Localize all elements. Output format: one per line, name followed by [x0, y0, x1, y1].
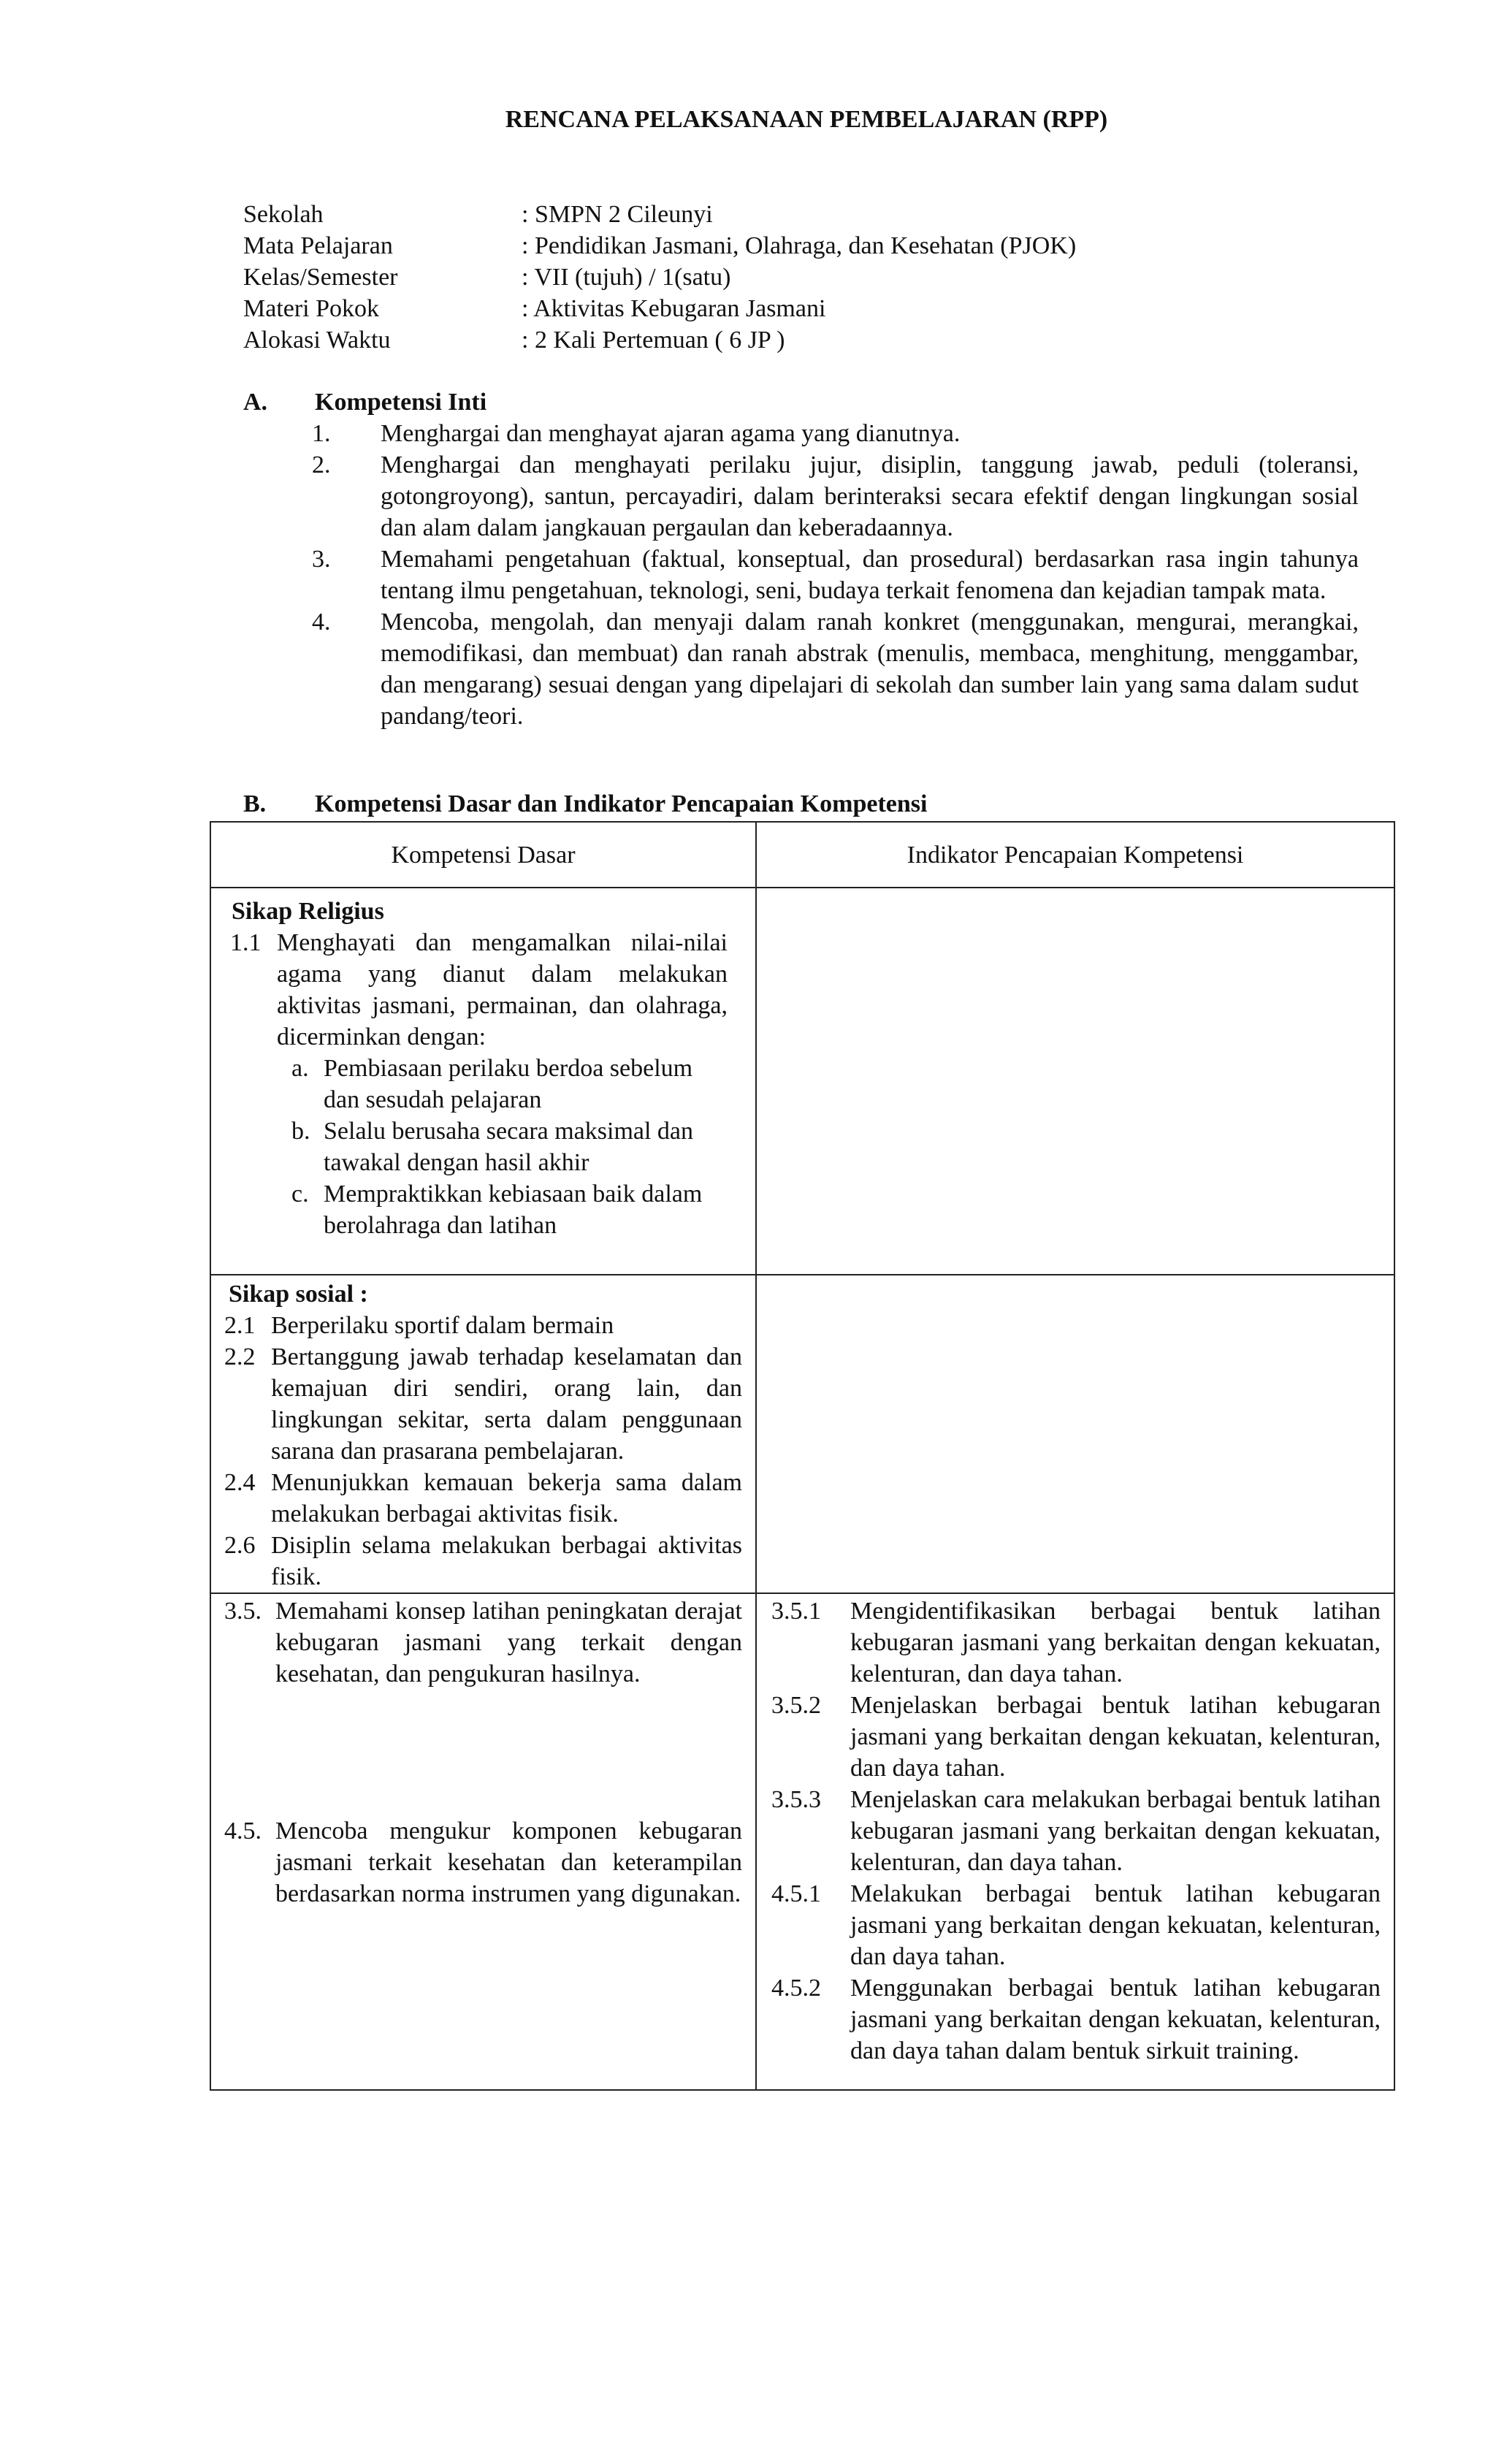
- ipk-number: 3.5.3: [771, 1786, 821, 1813]
- table-row: [210, 888, 1394, 1275]
- kd-number: 3.5.: [224, 1598, 262, 1625]
- ipk-text: Melakukan berbagai bentuk latihan kebugaran jasmani yang berkaitan dengan kekuatan, kelenturan, dan daya tahan.: [850, 1880, 1381, 1970]
- kd-item: [224, 1595, 742, 1690]
- list-number: 2.: [312, 451, 331, 478]
- list-text: Mencoba, mengolah, dan menyaji dalam ranah konkret (menggunakan, mengurai, merangkai, memodifikasi, dan membuat) dan ranah abstrak (menulis, membaca, menghitung, menggambar, dan mengarang) sesuai dengan yang dipelajari di sekolah dan sumber lain yang sama dalam sudut pandang/teori.: [381, 609, 1359, 730]
- section-heading-b: [243, 788, 927, 820]
- kd-number: 2.6: [224, 1532, 256, 1559]
- section-heading: [243, 386, 1361, 418]
- ipk-number: 3.5.1: [771, 1598, 821, 1625]
- sub-text: Selalu berusaha secara maksimal dan tawakal dengan hasil akhir: [324, 1118, 694, 1176]
- cell-ipk: [756, 1593, 1394, 2090]
- kd-item: [224, 1467, 742, 1530]
- sub-letter: c.: [291, 1180, 309, 1208]
- identity-row: [243, 230, 1076, 262]
- kd-text: Menghayati dan mengamalkan nilai-nilai agama yang dianut dalam melakukan aktivitas jasmani, permainan, dan olahraga, dicerminkan dengan:: [277, 929, 728, 1050]
- kd-number: 1.1: [230, 929, 262, 956]
- cell-sikap-religius: [210, 888, 756, 1275]
- column-header-ipk: Indikator Pencapaian Kompetensi: [756, 822, 1394, 888]
- identity-value: : 2 Kali Pertemuan ( 6 JP ): [522, 327, 785, 354]
- sub-text: Mempraktikkan kebiasaan baik dalam berolahraga dan latihan: [324, 1180, 703, 1239]
- cell-empty: [756, 1275, 1394, 1593]
- cell-empty: [756, 888, 1394, 1275]
- ipk-text: Mengidentifikasikan berbagai bentuk latihan kebugaran jasmani yang berkaitan dengan kekuatan, kelenturan, dan daya tahan.: [850, 1598, 1381, 1687]
- identity-value: : VII (tujuh) / 1(satu): [522, 264, 731, 291]
- ipk-text: Menggunakan berbagai bentuk latihan kebugaran jasmani yang berkaitan dengan kekuatan, kelenturan, dan daya tahan dalam bentuk sirkuit training.: [850, 1975, 1381, 2064]
- identity-value: : Aktivitas Kebugaran Jasmani: [522, 295, 826, 322]
- section-letter: A.: [243, 389, 268, 416]
- identity-value: : SMPN 2 Cileunyi: [522, 201, 713, 228]
- sub-text: Pembiasaan perilaku berdoa sebelum dan sesudah pelajaran: [324, 1055, 693, 1113]
- ipk-item: [771, 1784, 1381, 1878]
- ipk-item: [771, 1972, 1381, 2067]
- list-item: [243, 543, 1361, 606]
- ki-list: [243, 418, 1361, 732]
- ipk-text: Menjelaskan berbagai bentuk latihan kebugaran jasmani yang berkaitan dengan kekuatan, kelenturan, dan daya tahan.: [850, 1692, 1381, 1782]
- page-title: RENCANA PELAKSANAAN PEMBELAJARAN (RPP): [505, 106, 1108, 133]
- kd-number: 2.1: [224, 1312, 256, 1339]
- kd-text: Disiplin selama melakukan berbagai aktivitas fisik.: [271, 1532, 742, 1590]
- section-kompetensi-inti: [243, 386, 1361, 732]
- kd-text: Menunjukkan kemauan bekerja sama dalam melakukan berbagai aktivitas fisik.: [271, 1469, 742, 1527]
- list-text: Menghargai dan menghayat ajaran agama yang dianutnya.: [381, 420, 961, 447]
- identity-label: Alokasi Waktu: [243, 327, 391, 354]
- ipk-number: 4.5.2: [771, 1975, 821, 2002]
- table-header-row: [210, 822, 1394, 888]
- list-text: Menghargai dan menghayati perilaku jujur, disiplin, tanggung jawab, peduli (toleransi, gotongroyong), santun, percayadiri, dalam berinteraksi secara efektif dengan lingkungan sosial dan alam dalam jangkauan pergaulan dan keberadaannya.: [381, 451, 1359, 541]
- cell-heading: Sikap Religius: [232, 898, 384, 925]
- section-title: Kompetensi Dasar dan Indikator Pencapaian Kompetensi: [315, 790, 928, 817]
- table-row: [210, 1275, 1394, 1593]
- sub-letter: a.: [291, 1055, 309, 1082]
- list-item: [243, 418, 1361, 449]
- identity-row: [243, 262, 1076, 293]
- list-item: [243, 449, 1361, 543]
- cell-heading: Sikap sosial :: [229, 1281, 368, 1308]
- kd-number: 4.5.: [224, 1818, 262, 1845]
- identity-row: [243, 199, 1076, 230]
- list-text: Memahami pengetahuan (faktual, konseptual, dan prosedural) berdasarkan rasa ingin tahunya tentang ilmu pengetahuan, teknologi, seni, budaya terkait fenomena dan kejadian tampak mata.: [381, 546, 1359, 604]
- ipk-item: [771, 1690, 1381, 1784]
- sub-item: [227, 1178, 742, 1241]
- list-number: 1.: [312, 420, 331, 447]
- kd-number: 2.4: [224, 1469, 256, 1496]
- kd-text: Berperilaku sportif dalam bermain: [271, 1312, 614, 1339]
- kd-item: [227, 927, 742, 1053]
- cell-sikap-sosial: [210, 1275, 756, 1593]
- ipk-item: [771, 1878, 1381, 1972]
- ipk-number: 3.5.2: [771, 1692, 821, 1719]
- kd-number: 2.2: [224, 1343, 256, 1370]
- kd-item: [224, 1341, 742, 1467]
- table-row: [210, 1593, 1394, 2090]
- sub-letter: b.: [291, 1118, 310, 1145]
- sub-item: [227, 1115, 742, 1178]
- kd-text: Memahami konsep latihan peningkatan derajat kebugaran jasmani yang terkait dengan kesehatan, dan pengukuran hasilnya.: [275, 1598, 742, 1687]
- ipk-number: 4.5.1: [771, 1880, 821, 1907]
- ipk-text: Menjelaskan cara melakukan berbagai bentuk latihan kebugaran jasmani yang berkaitan dengan kekuatan, kelenturan, dan daya tahan.: [850, 1786, 1381, 1876]
- identity-label: Mata Pelajaran: [243, 232, 393, 259]
- identity-label: Materi Pokok: [243, 295, 380, 322]
- identity-label: Kelas/Semester: [243, 264, 398, 291]
- list-number: 3.: [312, 546, 331, 573]
- list-number: 4.: [312, 609, 331, 636]
- section-title: Kompetensi Inti: [315, 389, 487, 416]
- kd-text: Bertanggung jawab terhadap keselamatan dan kemajuan diri sendiri, orang lain, dan lingkungan sekitar, serta dalam penggunaan sarana dan prasarana pembelajaran.: [271, 1343, 742, 1465]
- identity-block: [243, 199, 1076, 356]
- kd-item: [224, 1310, 742, 1341]
- kd-ipk-table: [210, 821, 1395, 2091]
- identity-row: [243, 324, 1076, 356]
- kd-item: [224, 1815, 742, 1910]
- column-header-kd: Kompetensi Dasar: [210, 822, 756, 888]
- identity-value: : Pendidikan Jasmani, Olahraga, dan Kesehatan (PJOK): [522, 232, 1077, 259]
- cell-kd-pengetahuan: [210, 1593, 756, 2090]
- kd-item: [224, 1530, 742, 1593]
- kd-text: Mencoba mengukur komponen kebugaran jasmani terkait kesehatan dan keterampilan berdasarkan norma instrumen yang digunakan.: [275, 1818, 742, 1907]
- ipk-item: [771, 1595, 1381, 1690]
- identity-row: [243, 293, 1076, 324]
- sub-item: [227, 1053, 742, 1115]
- identity-label: Sekolah: [243, 201, 324, 228]
- list-item: [243, 606, 1361, 732]
- section-letter: B.: [243, 790, 267, 817]
